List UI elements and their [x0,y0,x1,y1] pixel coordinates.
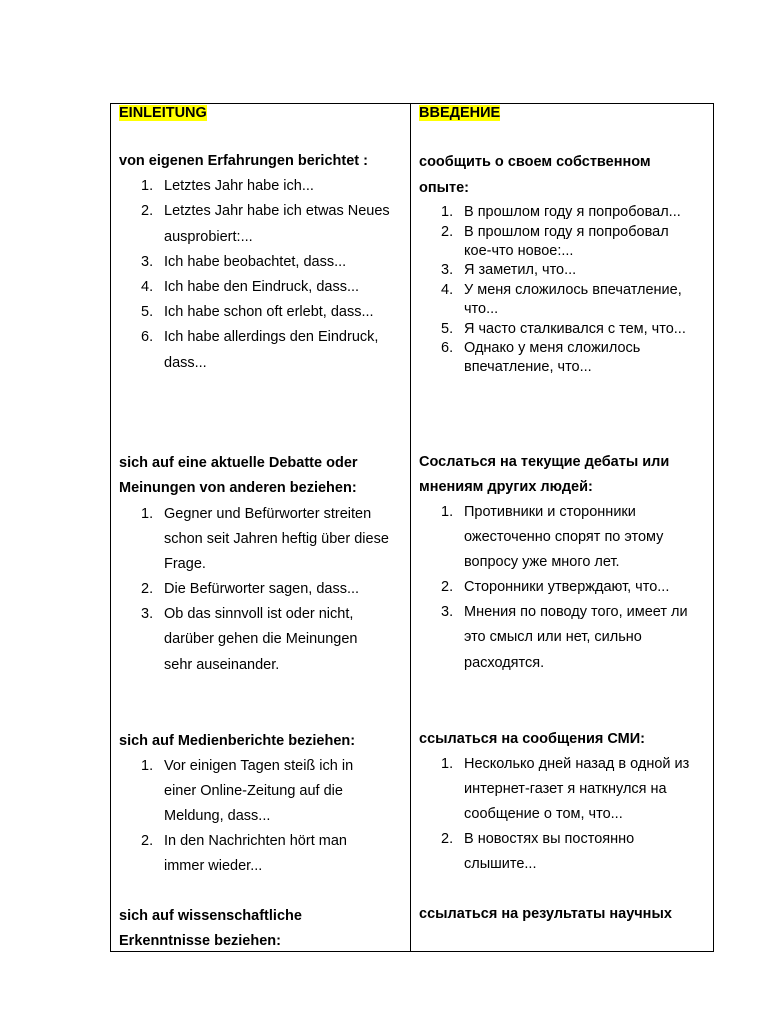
list-item-number: 5. [141,304,154,320]
list-item-number: 2. [441,224,454,240]
list-item-text: Ich habe schon oft erlebt, dass... [164,304,374,320]
list-item-text: Frage. [164,556,206,572]
section-title: мнениям других людей: [419,479,593,495]
list-item-text: это смысл или нет, сильно [464,629,642,645]
list-item-number: 1. [141,506,154,522]
list-item-text: Ich habe beobachtet, dass... [164,254,347,270]
list-item-text: В прошлом году я попробовал... [464,204,681,220]
section-title: опыте: [419,180,469,196]
list-item-text: вопросу уже много лет. [464,554,620,570]
list-item-number: 1. [441,504,454,520]
list-item-text: расходятся. [464,655,545,671]
list-item-text: sehr auseinander. [164,657,280,673]
section-title: sich auf eine aktuelle Debatte oder [119,455,358,471]
list-item-text: Meldung, dass... [164,808,271,824]
document-table [110,103,714,952]
list-item-number: 5. [441,321,454,337]
list-item-number: 2. [441,831,454,847]
list-item-text: Я часто сталкивался с тем, что... [464,321,686,337]
german-column [111,104,410,951]
list-item-text: В новостях вы постоянно [464,831,635,847]
list-item-number: 6. [141,329,154,345]
section-title: ссылаться на сообщения СМИ: [419,731,646,747]
list-item-number: 1. [141,178,154,194]
list-item-number: 1. [441,204,454,220]
list-item-number: 1. [441,756,454,772]
list-item-text: Ich habe den Eindruck, dass... [164,279,360,295]
list-item-number: 3. [441,604,454,620]
german-header-text: EINLEITUNG [119,105,207,121]
list-item-text: immer wieder... [164,858,263,874]
list-item-text: darüber gehen die Meinungen [164,631,358,647]
list-item-text: сообщение о том, что... [464,806,623,822]
section-title: von eigenen Erfahrungen berichtet : [119,153,368,169]
list-item-text: ожесточенно спорят по этому [464,529,664,545]
list-item-text: Ob das sinnvoll ist oder nicht, [164,606,354,622]
list-item-text: Противники и сторонники [464,504,636,520]
list-item-number: 3. [141,254,154,270]
list-item-number: 1. [141,758,154,774]
list-item-text: einer Online-Zeitung auf die [164,783,343,799]
list-item-text: Die Befürworter sagen, dass... [164,581,360,597]
list-item-text: Я заметил, что... [464,262,577,278]
list-item-text: Gegner und Befürworter streiten [164,506,372,522]
list-item-text: Однако у меня сложилось [464,340,641,356]
list-item-text: В прошлом году я попробовал [464,224,669,240]
list-item-text: кое-что новое:... [464,243,574,259]
list-item-number: 2. [441,579,454,595]
russian-column [411,104,713,951]
list-item-number: 4. [441,282,454,298]
section-title: sich auf wissenschaftliche [119,908,302,924]
russian-header [419,105,500,121]
list-item-text: dass... [164,355,207,371]
list-item-text: Ich habe allerdings den Eindruck, [164,329,379,345]
list-item-number: 2. [141,203,154,219]
section-title: Сослаться на текущие дебаты или [419,454,670,470]
list-item-number: 3. [441,262,454,278]
german-header [119,105,207,121]
list-item-text: Несколько дней назад в одной из [464,756,690,772]
section-title: Meinungen von anderen beziehen: [119,480,357,496]
list-item-text: schon seit Jahren heftig über diese [164,531,389,547]
list-item-text: Мнения по поводу того, имеет ли [464,604,688,620]
section-title: sich auf Medienberichte beziehen: [119,733,356,749]
list-item-text: что... [464,301,499,317]
list-item-text: Letztes Jahr habe ich etwas Neues [164,203,390,219]
section-title: Erkenntnisse beziehen: [119,933,281,949]
list-item-text: слышите... [464,856,537,872]
section-title: ссылаться на результаты научных [419,906,672,922]
list-item-text: In den Nachrichten hört man [164,833,347,849]
list-item-text: интернет-газет я наткнулся на [464,781,667,797]
list-item-text: У меня сложилось впечатление, [464,282,682,298]
list-item-number: 4. [141,279,154,295]
russian-header-text: ВВЕДЕНИЕ [419,105,501,121]
list-item-number: 3. [141,606,154,622]
list-item-text: Сторонники утверждают, что... [464,579,670,595]
list-item-number: 6. [441,340,454,356]
list-item-text: ausprobiert:... [164,229,253,245]
list-item-number: 2. [141,581,154,597]
list-item-number: 2. [141,833,154,849]
list-item-text: Letztes Jahr habe ich... [164,178,314,194]
list-item-text: впечатление, что... [464,359,592,375]
list-item-text: Vor einigen Tagen steiß ich in [164,758,354,774]
section-title: сообщить о своем собственном [419,154,651,170]
